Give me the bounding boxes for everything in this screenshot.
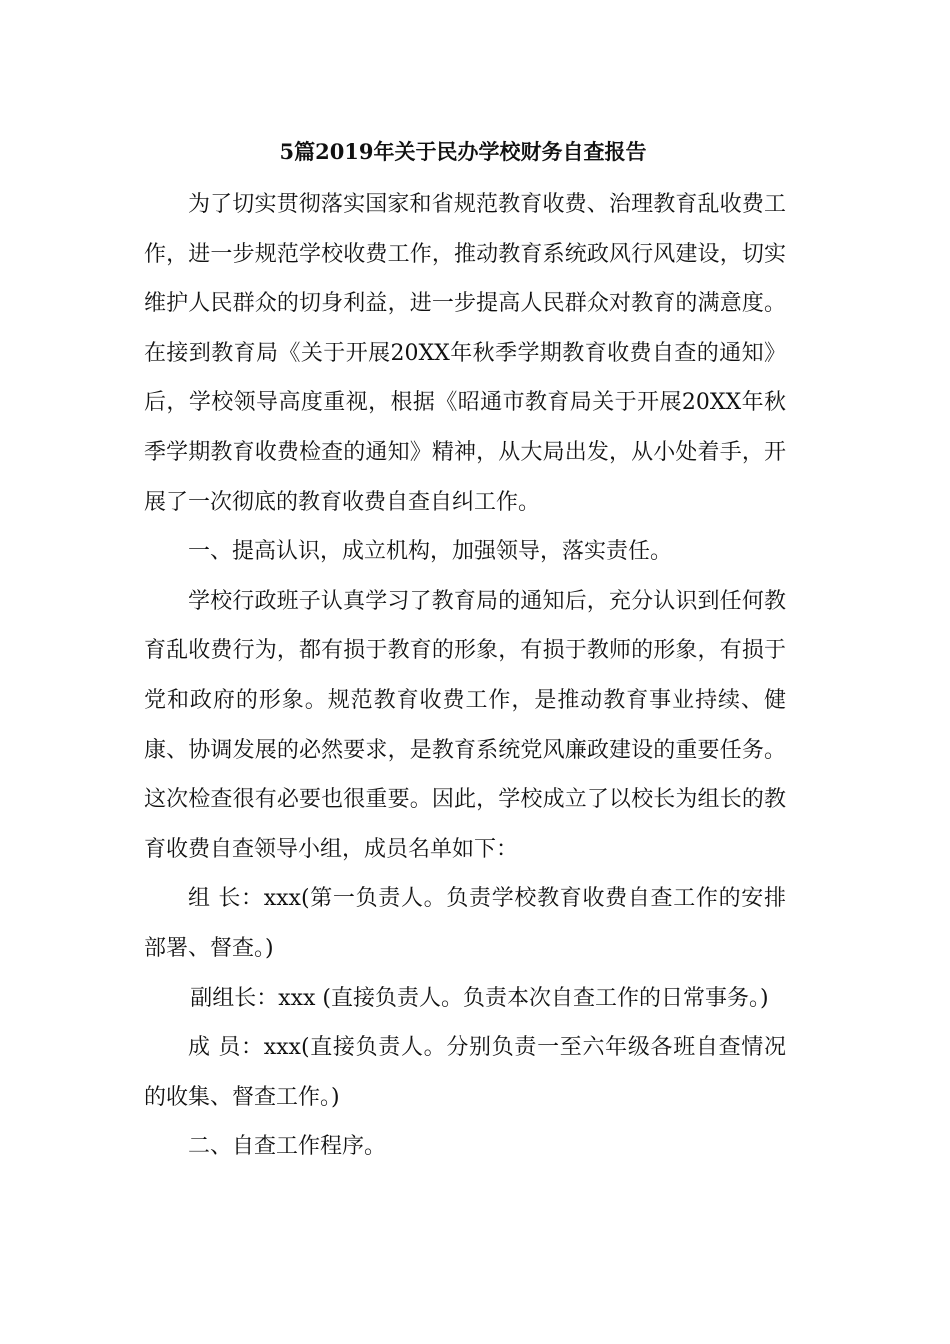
paragraph-intro: 为了切实贯彻落实国家和省规范教育收费、治理教育乱收费工作，进一步规范学校收费工作，推动教育系统政风行风建设，切实维护人民群众的切身利益，进一步提高人民群众对教育的满意度。在接到教育局《关于开展20XX年秋季学期教育收费自查的通知》后，学校领导高度重视，根据《昭通市教育局关于开展20XX年秋季学期教育收费检查的通知》精神，从大局出发，从小处着手，开展了一次彻底的教育收费自查自纠工作。	[144, 192, 786, 515]
member-members: 成 员：xxx(直接负责人。分别负责一至六年级各班自查情况的收集、督查工作。)	[144, 1035, 786, 1110]
section-heading-1: 一、提高认识，成立机构，加强领导，落实责任。	[188, 539, 673, 565]
member-group-leader: 组 长：xxx(第一负责人。负责学校教育收费自查工作的安排部署、督查。)	[144, 886, 786, 961]
document-body	[144, 180, 786, 1172]
member-deputy-leader: 副组长：xxx (直接负责人。负责本次自查工作的日常事务。)	[190, 985, 769, 1011]
section-heading-2: 二、自查工作程序。	[188, 1134, 387, 1160]
paragraph-awareness: 学校行政班子认真学习了教育局的通知后，充分认识到任何教育乱收费行为，都有损于教育的形象，有损于教师的形象，有损于党和政府的形象。规范教育收费工作，是推动教育事业持续、健康、协调发展的必然要求，是教育系统党风廉政建设的重要任务。这次检查很有必要也很重要。因此，学校成立了以校长为组长的教育收费自查领导小组，成员名单如下：	[144, 588, 786, 862]
document-title: 5篇2019年关于民办学校财务自查报告	[279, 139, 647, 164]
